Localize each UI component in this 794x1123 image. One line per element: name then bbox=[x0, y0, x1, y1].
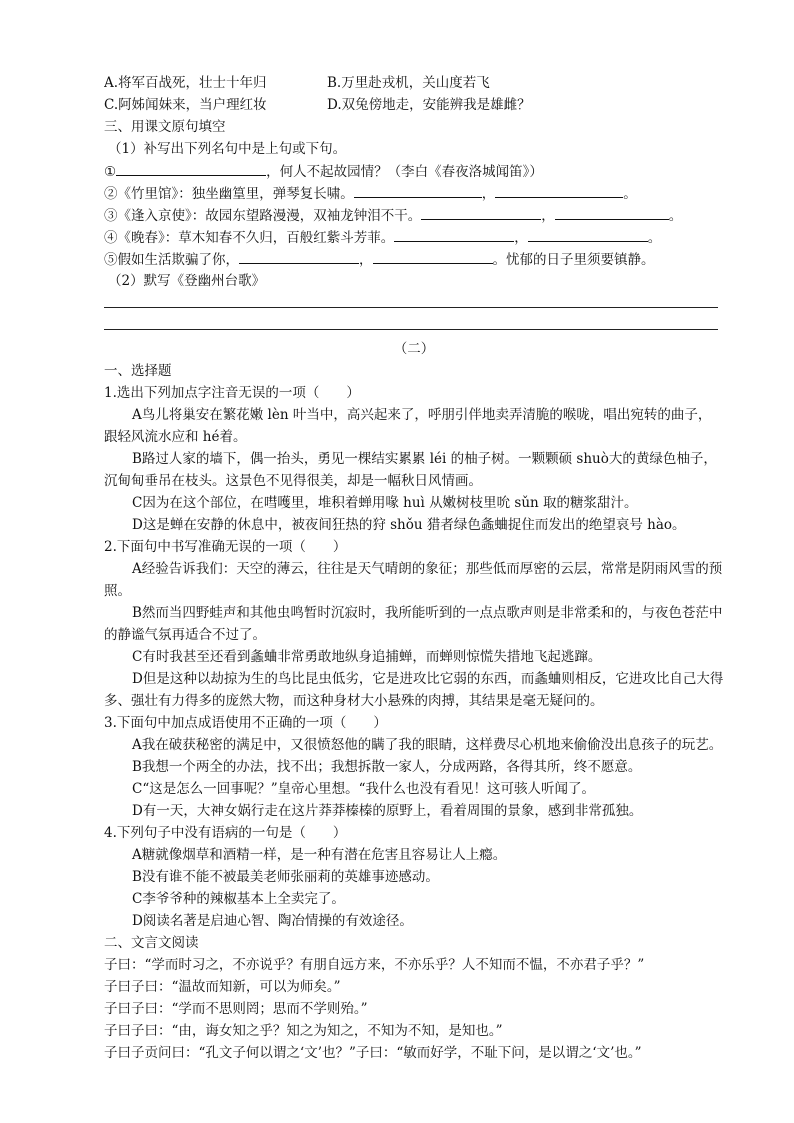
answer-blank[interactable] bbox=[555, 204, 669, 220]
q2-option-c: C有时我甚至还看到螽蛐非常勇敢地纵身追捕蝉，而蝉则惊慌失措地飞起逃蹿。 bbox=[132, 649, 602, 665]
option-c: C.阿姊闻妹来，当户理红妆 bbox=[104, 97, 267, 113]
answer-blank[interactable] bbox=[373, 248, 493, 264]
q1-stem: 1.选出下列加点字注音无误的一项（ ） bbox=[104, 385, 360, 401]
q2-stem: 2.下面句中书写准确无误的一项（ ） bbox=[104, 539, 347, 555]
answer-blank[interactable] bbox=[495, 182, 623, 198]
classical-line-3: 子曰子曰：“学而不思则罔；思而不学则殆。” bbox=[104, 1001, 368, 1017]
option-b: B.万里赴戎机，关山度若飞 bbox=[327, 75, 490, 91]
fill-q3: ③《逢入京使》：故园东望路漫漫，双袖龙钟泪不干。 ， 。 bbox=[104, 204, 724, 226]
fill-sub1: （1）补写出下列名句中是上句或下句。 bbox=[108, 141, 347, 157]
fill-heading: 三、用课文原句填空 bbox=[104, 119, 226, 135]
answer-blank[interactable] bbox=[421, 204, 541, 220]
q4-option-a: A糖就像烟草和酒精一样，是一种有潜在危害且容易让人上瘾。 bbox=[132, 847, 507, 863]
part-title: （二） bbox=[393, 341, 435, 357]
q4-option-c: C李爷爷种的辣椒基本上全卖完了。 bbox=[132, 891, 345, 907]
answer-blank[interactable] bbox=[528, 226, 648, 242]
classical-line-4: 子曰子曰：“由，诲女知之乎？知之为知之，不知为不知，是知也。” bbox=[104, 1023, 503, 1039]
q2-option-d: D但是这种以劫掠为生的鸟比昆虫低劣，它是进攻比它弱的东西，而螽蛐则相反，它进攻比自己大得多、强壮有力得多的庞然大物，而这种身材大小悬殊的肉搏，其结果是毫无疑问的。 bbox=[104, 671, 724, 709]
fill-q4: ④《晚春》：草木知春不久归，百般红紫斗芳菲。 ， 。 bbox=[104, 226, 724, 248]
classical-line-5: 子曰子贡问曰：“孔文子何以谓之‘文’也？”子曰：“敏而好学，不耻下问，是以谓之‘文’也。” bbox=[104, 1045, 642, 1061]
q4-option-b: B没有谁不能不被最美老师张丽莉的英雄事迹感动。 bbox=[132, 869, 439, 885]
q3-stem: 3.下面句中加点成语使用不正确的一项（ ） bbox=[104, 715, 387, 731]
fill-q1: ① ，何人不起故园情？（李白《春夜洛城闻笛》） bbox=[104, 160, 724, 182]
option-row-2 bbox=[104, 94, 724, 116]
q3-option-a: A我在破获秘密的满足中，又很愤怒他的瞒了我的眼睛，这样费尽心机地来偷偷没出息孩子的玩艺。 bbox=[132, 737, 723, 753]
answer-line-1[interactable] bbox=[104, 307, 718, 308]
q4-option-d: D阅读名著是启迪心智、陶冶情操的有效途径。 bbox=[132, 913, 413, 929]
q2-option-a: A经验告诉我们：天空的薄云，往往是天气晴朗的象征；那些低而厚密的云层，常常是阴雨风雪的预照。 bbox=[104, 561, 723, 599]
q1-option-c: C因为在这个部位，在嘒嚄里，堆积着蝉用喙 huì 从嫩树枝里吮 sǔn 取的糖浆甜汁。 bbox=[132, 495, 638, 511]
option-row-1 bbox=[104, 72, 724, 94]
q2-option-b: B然而当四野蛙声和其他虫鸣暂时沉寂时，我所能听到的一点点歌声则是非常柔和的，与夜色苍茫中的静谧气氛再适合不过了。 bbox=[104, 605, 723, 643]
q4-stem: 4.下列句子中没有语病的一句是（ ） bbox=[104, 825, 347, 841]
q3-option-c: C“这是怎么一回事呢？”皇帝心里想。“我什么也没有看见！这可骇人听闻了。 bbox=[132, 781, 596, 797]
heading-classical: 二、文言文阅读 bbox=[104, 935, 199, 951]
option-a: A.将军百战死，壮士十年归 bbox=[104, 75, 267, 91]
q3-option-b: B我想一个两全的办法，找不出；我想拆散一家人，分成两路，各得其所，终不愿意。 bbox=[132, 759, 642, 775]
fill-q2: ②《竹里馆》：独坐幽篁里，弹琴复长啸。 ， 。 bbox=[104, 182, 724, 204]
answer-blank[interactable] bbox=[394, 226, 514, 242]
classical-line-2: 子曰子曰：“温故而知新，可以为师矣。” bbox=[104, 979, 341, 995]
answer-line-2[interactable] bbox=[104, 329, 718, 330]
option-d: D.双兔傍地走，安能辨我是雄雌？ bbox=[327, 97, 531, 113]
q1-option-d: D这是蝉在安静的休息中，被夜间狂热的狩 shǒu 猎者绿色螽蛐捉住而发出的绝望哀号 hào。 bbox=[132, 517, 686, 533]
classical-line-1: 子曰：“学而时习之，不亦说乎？有朋自远方来，不亦乐乎？人不知而不愠，不亦君子乎？” bbox=[104, 957, 645, 973]
q3-option-d: D有一天，大神女娲行走在这片莽莽榛榛的原野上，看着周围的景象，感到非常孤独。 bbox=[132, 803, 643, 819]
q1-option-a: A鸟儿将巢安在繁花嫩 lèn 叶当中，高兴起来了，呼朋引伴地卖弄清脆的喉咙，唱出宛转的曲子，跟轻风流水应和 hé着。 bbox=[104, 407, 712, 445]
heading-choice: 一、选择题 bbox=[104, 363, 172, 379]
answer-blank[interactable] bbox=[116, 160, 266, 176]
q1-option-b: B路过人家的墙下，偶一抬头，勇见一棵结实累累 léi 的柚子树。一颗颗硕 shuò大的黄绿色柚子，沉甸甸垂吊在枝头。这景色不见得很美，却是一幅秋日风情画。 bbox=[104, 451, 717, 489]
fill-q5: ⑤假如生活欺骗了你， ， 。忧郁的日子里须要镇静。 bbox=[104, 248, 724, 270]
answer-blank[interactable] bbox=[354, 182, 482, 198]
option-block bbox=[104, 72, 724, 292]
part2-block bbox=[104, 360, 724, 1064]
answer-blank[interactable] bbox=[239, 248, 359, 264]
fill-sub2: （2）默写《登幽州台歌》 bbox=[108, 273, 266, 289]
